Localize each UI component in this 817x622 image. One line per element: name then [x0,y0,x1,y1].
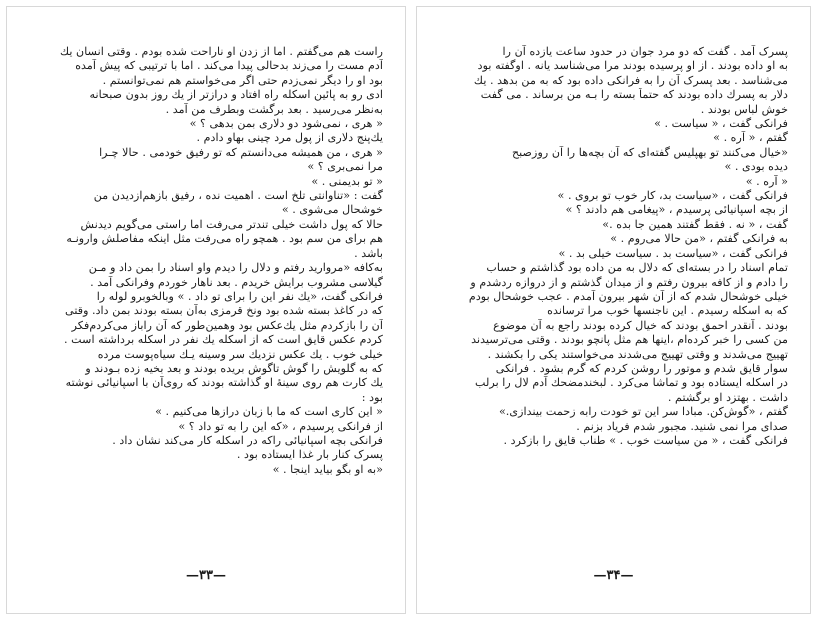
text-line: به‌نظر می‌رسید . بعد برگشت وبطرف من آمد . [165,102,383,116]
text-line: خیلی خوشحال شدم که از آن شهر بیرون آمدم . عجب خوشحال بودم [468,289,788,303]
text-line: فرانکی گفت ، « من سیاست خوب . » طناب قایق را بازکرد . [503,433,788,447]
text-line: من کسی را خبر کرده‌ام ،اینها هم مثل پانچو بودند . وقتی می‌ترسیدند [471,333,788,347]
text-line: آدم مست را می‌زند بدحالی پیدا می‌کند . اما با ترتیبی که پیش آمده [75,59,383,73]
text-line: بود او را دیگر نمی‌زدم حتی اگر می‌خواستم هم نمی‌توانستم . [102,73,383,87]
text-line: « هری ، نمی‌شود دو دلاری بمن بدهی ؟ » [189,117,383,131]
text-line: فرانکی گفت، «یك نفر این را برای تو داد . » وبالخوبرو لوله را [96,289,383,303]
text-line: گفتم ، « آره . » [713,131,788,145]
text-line: آن را بازکردم مثل یك‌عکس بود وهمین‌طور که آن راباز می‌کردم‌فکر [71,318,383,332]
text-line: پسرک آمد . گفت که دو مرد جوان در حدود ساعت یازده آن را [502,45,788,58]
text-line: به او داده بودند . از او پرسیده بودند مرا می‌شناسد یانه . اوگفته بود [477,59,788,73]
text-line: فرانکی گفت ، « سیاست . » [654,117,788,131]
text-line: داشت . بهتزد او برگشتم . [667,390,788,404]
text-line: «به او بگو بیاید اینجا . » [272,462,383,476]
text-line: بود : [361,390,383,404]
text-line: دیده بودی . » [724,160,788,174]
text-line: فرانکی گفت ، «سیاست بد . سیاست خیلی بد . » [558,246,788,260]
text-line: از فرانکی پرسیدم ، «که این را به تو داد ؟ » [178,419,383,433]
right-page-number: —٣۴— [593,568,634,583]
text-line: کردم عکس قایق است که از اسکله یك نفر در اسکله برداشته است . [63,333,383,347]
text-line: فرانکی بچه اسپانیائی راکه در اسکله کار می‌کند نشان داد . [112,433,383,447]
text-line: گفت : «تناوانتی تلخ است . اهمیت نده ، رفیق بازهم‌ازدیدن من [93,189,383,203]
text-line: راست هم می‌گفتم . اما از زدن او ناراحت شده بودم . وقتی انسان یك [59,45,383,58]
text-line: در اسکله ایستاده بود و تماشا می‌کرد . لبخندمضحك آدم لال را برلب [475,376,788,390]
text-line: سوار قایق شدم و موتور را روشن کردم که گرم بشود . فرانکی [495,361,788,375]
text-line: می‌شناسد . بعد پسرک آن را به فرانکی داده بود که به من بدهد . یك [473,73,788,87]
text-line: که در کاغذ بسته شده بود ونخ قرمزی به‌آن بسته بودند بمن داد. وقتی [65,304,383,318]
text-line: « هری ، من همیشه می‌دانستم که تو رفیق خودمی . حالا چـرا [99,145,383,159]
text-line: هم برای من سم بود . همچو راه می‌رفت مثل اینکه مفاصلش وارونـه [66,232,383,246]
text-line: « آره . » [745,174,788,188]
text-line: پسرک کنار بار غذا ایستاده بود . [236,448,383,462]
text-line: دلار به پسرك داده بودند که حتماً بسته را بـه من برساند . می گفت [480,88,788,102]
text-line: به فرانکی گفتم ، «من حالا می‌روم . » [610,232,788,246]
left-page-number: —٣٣— [186,568,226,583]
text-line: از بچه اسپانیائی پرسیدم ، «پیغامی هم دادند ؟ » [565,203,788,217]
text-line: به‌کافه «مرواريد رفتم و دلال را ديدم واو اسناد را بمن داد و مـن [88,261,383,275]
text-line: گفت ، « نه . فقط گفتند همین جا بده .» [602,217,788,231]
text-line: یك‌پنج دلاری از پول مرد چینی بهاو دادم . [196,131,383,145]
text-line: یك کارت هم روی سینهٔ او گذاشته بودند که روی‌آن با اسپانیائی نوشته [65,376,383,390]
text-line: فرانکی گفت ، «سیاست بد، کار خوب تو بروی . » [557,189,788,203]
text-line: ادی رو به پائین اسکله راه افتاد و درازتر از یك روز بدون صبحانه [89,88,383,102]
text-line: «خیال می‌کنند تو بهپلیس گفته‌ای که آن بچه‌ها را آن روزصبح [511,145,788,159]
right-page [416,6,811,614]
text-line: حالا که پول داشت خیلی تندتر می‌رفت اما راستی می‌گویم دیدنش [80,217,383,231]
text-line: مرا نمی‌بری ؟ » [307,160,383,174]
text-line: تهییج می‌شدند و وقتی تهییج می‌شدند می‌خواستند یکی را بکشند . [487,347,788,361]
left-page-text [29,45,383,477]
text-line: که به اسکله رسیدم . این ناجنسها خوب مرا ترسانده [547,304,788,318]
text-line: که به گلویش را گوش تاگوش بریده بودند و بعد بخیه زده بـودند و [85,361,383,375]
text-line: صدای مرا نمی شنید. مجبور شدم فریاد بزنم . [576,419,788,433]
text-line: بودند . آنقدر احمق بودند که خیال کرده بودند راجع به آن موضوع [493,318,788,332]
text-line: را دادم و از کافه بیرون رفتم و از میدان گذشتم و از دروازه ردشدم و [470,275,788,289]
text-line: گفتم ، «گوش‌کن. مبادا سر این تو خودت رابه زحمت بیندازی.» [498,405,788,419]
text-line: تمام اسناد را در بسته‌ای که دلال به من داده بود گذاشتم و حساب [486,261,788,275]
text-line: گیلاسی مشروب برایش خریدم . بعد ناهار خوردم وفرانکی آمد . [90,275,383,289]
text-line: خوشحال می‌شوی . » [281,203,383,217]
left-page [6,6,406,614]
text-line: خوش لباس بودند . [700,102,788,116]
text-line: خیلی خوب . یك عکس نزدیك سر وسینه یـك سیاه‌پوست مرده [97,347,383,361]
text-line: « تو بدیمنی . » [311,174,383,188]
text-line: باشد . [354,246,383,260]
right-page-text [439,45,788,448]
text-line: « این کاری است که ما با زبان درازها می‌کنیم . » [155,405,383,419]
